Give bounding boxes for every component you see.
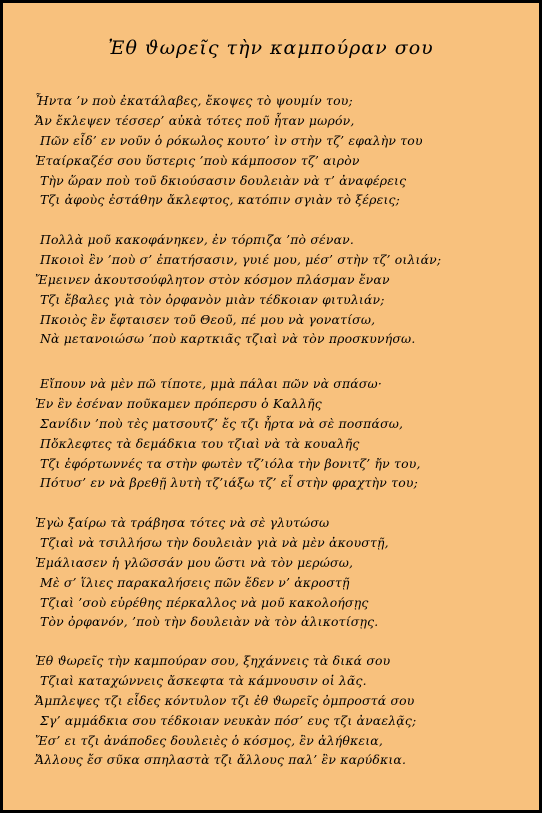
verse-line: Πῶν εἶδ’ εν νοῦν ὁ ρόκωλος κουτο’ ὶν στὴν τζ’ εφαλὴν του bbox=[40, 132, 423, 148]
verse-line: Ἐθ ϑωρεῖς τὴν καμπούραν σου, ξηχάννεις τὰ δικά σου bbox=[35, 653, 391, 668]
verse-line: Νὰ μετανοιώσω ’ποὺ καρτκιᾶς τζιαὶ νὰ τὸν προσκυνήσω. bbox=[40, 331, 416, 347]
verse-line: Μὲ σ’ ἵλιες παρακαλήσεις πῶν ἔδεν ν’ ἀκροστῇ bbox=[40, 574, 350, 590]
verse-line: Σγ’ αμμάδκια σου τέδκοιαν νευκὰν πόσ’ ευς τζι ἀναελᾷς; bbox=[40, 712, 417, 728]
verse-line: Ἔσ’ ει τζι ἀνάποδες δουλειὲς ὁ κόσμος, ἒν ἀλήθκεια, bbox=[35, 732, 383, 748]
verse-line: Πότυσ’ εν νὰ βρεθῇ λυτὴ τζ’ιάξω τζ’ εἶ στὴν φραχτὴν του; bbox=[40, 475, 418, 491]
verse-line: Τὸν ὀρφανόν, ’ποὺ τὴν δουλειὰν νὰ τὸν ἀλικοτίσῃς. bbox=[40, 614, 379, 630]
verse-line: Ἑταίρκαζέσ σου ὕστερις ’ποὺ κάμποσον τζ’ αιρὸν bbox=[35, 152, 360, 168]
verse-line: Ἐν ἒν ἐσέναν ποῦκαμεν πρόπερσυ ὁ Καλλῆς bbox=[35, 395, 322, 411]
verse-line: Τζιαὶ ’σοὺ εὑρέθης πέρκαλλος νὰ μοῦ κακολοήσῃς bbox=[40, 594, 369, 610]
stanza-3 bbox=[35, 374, 529, 493]
verse-line: Πκοιοὶ ἒν ’ποὺ σ’ ἐπατήσασιν, γυιέ μου, μέσ’ στὴν τζ’ οιλιάν; bbox=[40, 251, 442, 267]
verse-line: Τζι ἀφοὺς ἐστάθην ἄκλεφτος, κατόπιν σγιὰν τὸ ξέρεις; bbox=[40, 192, 401, 208]
verse-line: Ἐμάλιασεν ἡ γλῶσσάν μου ὥστι νὰ τὸν μερώσω, bbox=[35, 554, 354, 570]
verse-line: Τὴν ὥραν ποὺ τοῦ δκιούσασιν δουλειὰν νὰ τ’ ἀναφέρεις bbox=[40, 172, 407, 188]
verse-line: Ἦντα ’ν ποὺ ἐκατάλαβες, ἔκοψες τὸ ψουμίν του; bbox=[35, 93, 353, 108]
stanza-2 bbox=[35, 230, 529, 349]
verse-line: Ἄν ἔκλεψεν τέσσερ’ αὐκὰ τότες ποῦ ἦταν μωρόν, bbox=[35, 112, 355, 128]
verse-line: Πὄκλεφτες τὰ δεμάδκια του τζιαὶ νὰ τὰ κουαλῆς bbox=[40, 435, 360, 451]
verse-line: Πκοιὸς ἒν ἔφταισεν τοῦ Θεοῦ, πέ μου νὰ γονατίσω, bbox=[40, 311, 376, 327]
stanza-1 bbox=[35, 91, 529, 210]
verse-line: Σανίδιν ’ποὺ τὲς ματσουτζ’ ἔς τζι ἦρτα νὰ σὲ ποσπάσω, bbox=[40, 415, 404, 431]
verse-line: Τζιαὶ καταχώννεις ἄσκεφτα τὰ κάμνουσιν οἱ λᾶς. bbox=[40, 672, 367, 688]
verse-line: Τζι ἔβαλες γιὰ τὸν ὀρφανὸν μιὰν τέδκοιαν φιτυλιάν; bbox=[40, 291, 385, 307]
verse-line: Ἄλλους ἔσ σῦκα σπηλαστὰ τζι ἄλλους παλ’ ἒν καρύδκια. bbox=[35, 752, 407, 768]
verse-line: Τζι ἐφόρτωννές τα στὴν φωτὲν τζ’ιόλα τὴν βονιτζ’ ἤν του, bbox=[40, 455, 421, 471]
verse-line: Ἄμπλεψες τζι εἶδες κόντυλον τζι ἐθ ϑωρεῖς ὀμπροστά σου bbox=[35, 692, 415, 708]
stanza-4 bbox=[35, 513, 529, 632]
verse-line: Ἔμεινεν ἀκουτσούφλητον στὸν κόσμον πλάσμαν ἔναν bbox=[35, 271, 390, 287]
verse-line: Πολλὰ μοῦ κακοφάνηκεν, ἐν τόρπιζα ’πὸ σέναν. bbox=[40, 232, 355, 247]
verse-line: Τζιαὶ νὰ τσιλλήσω τὴν δουλειὰν γιὰ νὰ μὲν ἀκουστῇ, bbox=[40, 534, 389, 550]
verse-line: Ἐγὼ ξαίρω τὰ τράβησα τότες νὰ σὲ γλυτώσω bbox=[35, 515, 330, 530]
poem-title: Ἐθ ϑωρεῖς τὴν καμπούραν σου bbox=[108, 37, 434, 59]
stanza-5 bbox=[35, 651, 529, 770]
verse-line: Εἴπουν νὰ μὲν πῶ τίποτε, μμὰ πάλαι πῶν νὰ σπάσω· bbox=[40, 376, 382, 391]
